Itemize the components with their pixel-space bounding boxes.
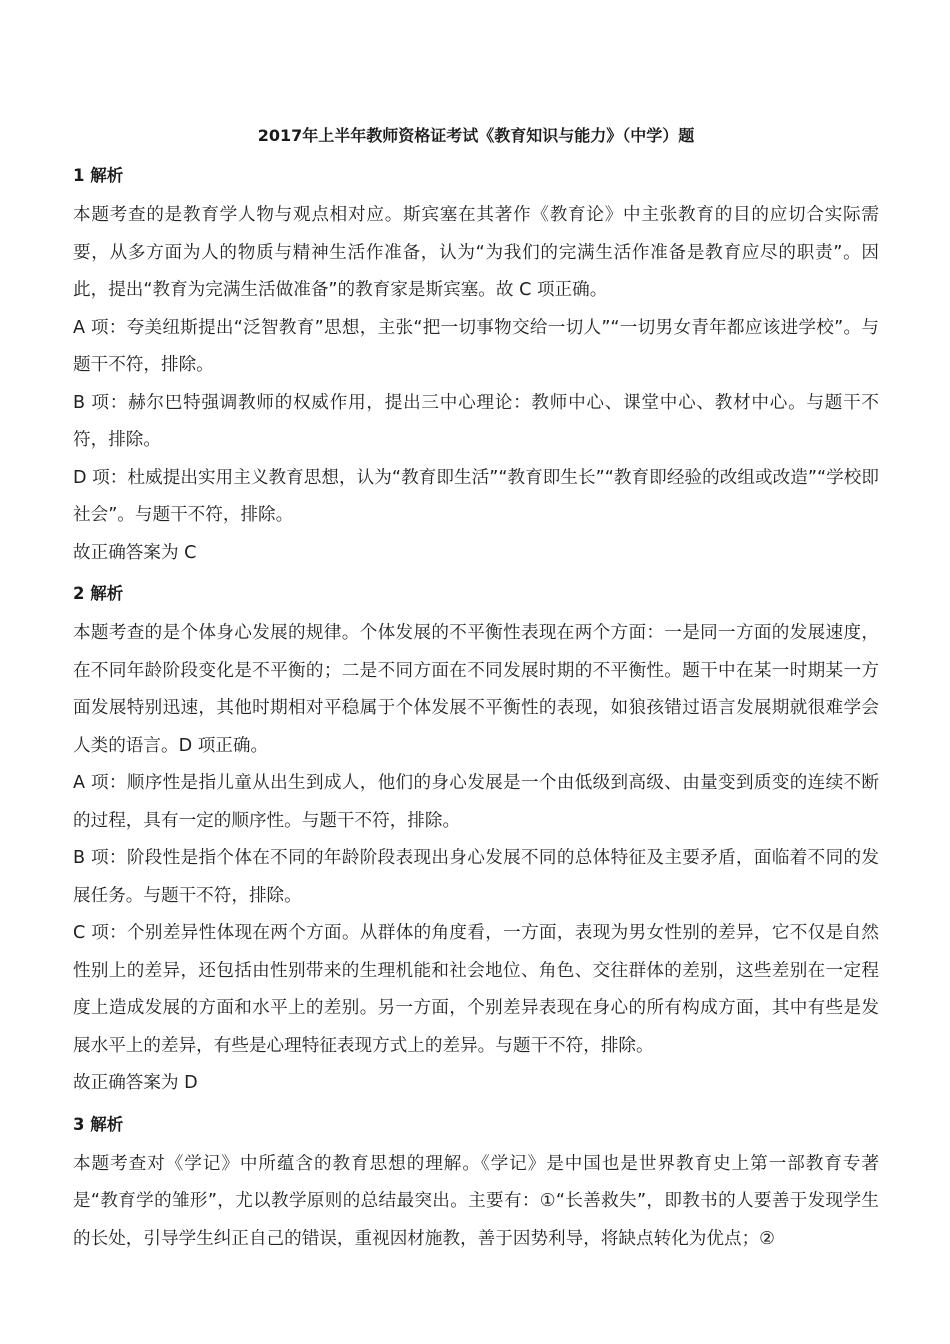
paragraph: D 项：杜威提出实用主义教育思想，认为“教育即生活”“教育即生长”“教育即经验的改组或改造”“学校即社会”。与题干不符，排除。	[73, 467, 879, 525]
analysis-section-1	[73, 164, 879, 572]
paragraph: 本题考查的是教育学人物与观点相对应。斯宾塞在其著作《教育论》中主张教育的目的应切合实际需要，从多方面为人的物质与精神生活作准备，认为“为我们的完满生活作准备是教育应尽的职责”。因此，提出“教育为完满生活做准备”的教育家是斯宾塞。故 C 项正确。	[73, 205, 879, 300]
paragraph: 本题考查的是个体身心发展的规律。个体发展的不平衡性表现在两个方面：一是同一方面的发展速度，在不同年龄阶段变化是不平衡的；二是不同方面在不同发展时期的不平衡性。题干中在某一时期某一方面发展特别迅速，其他时期相对平稳属于个体发展不平衡性的表现，如狼孩错过语言发展期就很难学会人类的语言。D 项正确。	[73, 623, 879, 756]
paragraph: C 项：个别差异性体现在两个方面。从群体的角度看，一方面，表现为男女性别的差异，它不仅是自然性别上的差异，还包括由性别带来的生理机能和社会地位、角色、交往群体的差别，这些差别在一定程度上造成发展的方面和水平上的差别。另一方面，个别差异表现在身心的所有构成方面，其中有些是发展水平上的差异，有些是心理特征表现方式上的差异。与题干不符，排除。	[73, 923, 879, 1056]
paragraph: A 项：夸美纽斯提出“泛智教育”思想，主张“把一切事物交给一切人”“一切男女青年都应该进学校”。与题干不符，排除。	[73, 317, 879, 375]
paragraph: 本题考查对《学记》中所蕴含的教育思想的理解。《学记》是中国也是世界教育史上第一部教育专著是“教育学的雏形”，尤以教学原则的总结最突出。主要有：①“长善救失”，即教书的人要善于发现学生的长处，引导学生纠正自己的错误，重视因材施教，善于因势利导，将缺点转化为优点；②	[73, 1153, 879, 1249]
section-heading: 2 解析	[73, 584, 124, 603]
document-page	[73, 124, 879, 1258]
section-heading: 1 解析	[73, 166, 124, 185]
section-heading: 3 解析	[73, 1114, 124, 1134]
paragraph: B 项：赫尔巴特强调教师的权威作用，提出三中心理论：教师中心、课堂中心、教材中心。与题干不符，排除。	[73, 392, 879, 450]
document-title: 2017年上半年教师资格证考试《教育知识与能力》（中学）题	[257, 126, 695, 145]
answer-line: 故正确答案为 C	[73, 542, 197, 563]
analysis-section-3	[73, 1113, 879, 1259]
answer-line: 故正确答案为 D	[73, 1073, 198, 1093]
paragraph: A 项：顺序性是指儿童从出生到成人，他们的身心发展是一个由低级到高级、由量变到质变的连续不断的过程，具有一定的顺序性。与题干不符，排除。	[73, 773, 879, 831]
analysis-section-2	[73, 582, 879, 1103]
paragraph: B 项：阶段性是指个体在不同的年龄阶段表现出身心发展不同的总体特征及主要矛盾，面临着不同的发展任务。与题干不符，排除。	[73, 848, 879, 906]
